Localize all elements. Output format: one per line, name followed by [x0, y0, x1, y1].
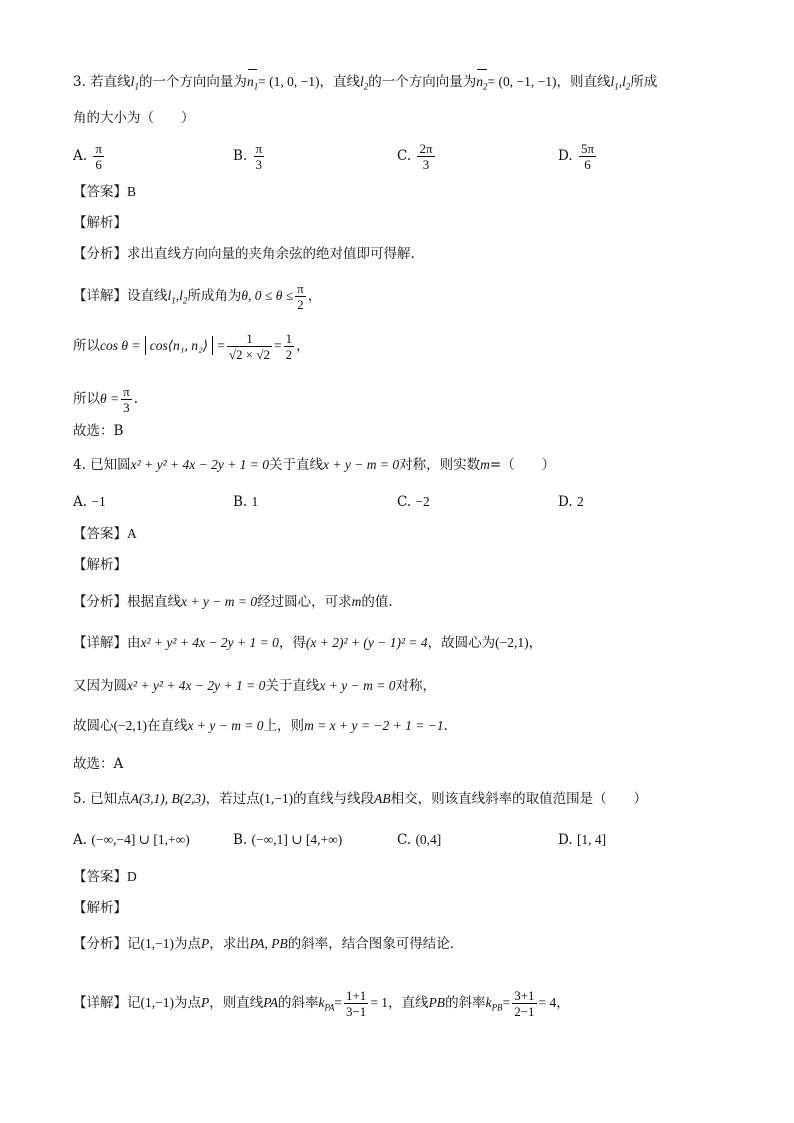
answer-tag: 【答案】 — [73, 184, 127, 200]
option-value: −2 — [415, 494, 430, 509]
option-label: D. — [558, 148, 573, 164]
text: 在直线 — [146, 718, 188, 734]
fraction-num: 1+1 — [345, 988, 367, 1003]
center: (−2,1) — [113, 718, 147, 733]
xiangjie-tag: 【详解】 — [73, 995, 127, 1011]
m-var: m — [480, 457, 490, 472]
option-label: A. — [73, 148, 88, 164]
text: 记 — [127, 995, 141, 1011]
q5-jiexi — [73, 898, 127, 918]
text: ， — [307, 288, 322, 304]
point-p: P — [200, 936, 210, 951]
q3-xiangjie-line1 — [73, 281, 321, 312]
result: = 4 — [538, 995, 557, 1010]
q3-n2-vector: $n_2$ — [476, 72, 487, 97]
option-fraction — [579, 141, 596, 172]
q5-stem — [73, 789, 647, 809]
fraction-den: 2 — [285, 347, 293, 362]
text: ，则直线 — [209, 995, 264, 1011]
answer-value: A — [127, 526, 137, 541]
fraction-num: 2π — [419, 141, 433, 156]
text: ，得 — [278, 635, 306, 651]
option-label: D. — [558, 832, 573, 848]
text: =（ ） — [489, 457, 556, 473]
q4-option-d — [558, 492, 584, 512]
text: ，求出 — [209, 936, 250, 952]
text: 的斜率 — [278, 995, 319, 1011]
fraction-den: 2−1 — [514, 1004, 535, 1019]
option-label: B. — [233, 832, 248, 848]
fraction-den: 2 — [297, 297, 304, 312]
q4-xiangjie-line1 — [73, 633, 542, 653]
center: (−2,1) — [495, 635, 529, 650]
text: . — [133, 391, 138, 407]
k-pb — [485, 995, 503, 1013]
option-label: A. — [73, 832, 88, 848]
fraction-den: √2 × √2 — [228, 347, 270, 362]
q3-jiexi — [73, 213, 127, 233]
option-label: C. — [397, 832, 412, 848]
k-pa — [318, 995, 335, 1013]
circle-eq: x² + y² + 4x − 2y + 1 = 0 — [130, 457, 270, 472]
q3-stem-text: 的一个方向向量为 — [368, 74, 477, 90]
xiangjie-tag: 【详解】 — [73, 288, 127, 304]
circle-eq: x² + y² + 4x − 2y + 1 = 0 — [140, 635, 279, 650]
text: ，故圆心为 — [427, 635, 496, 651]
fraction-num: π — [297, 281, 304, 296]
text: 的值. — [361, 594, 393, 610]
answer-tag: 【答案】 — [73, 869, 127, 885]
pa-pb: PA, PB — [249, 936, 288, 951]
option-value: (−∞,−4] ∪ [1,+∞) — [91, 832, 190, 847]
fraction-num: 5π — [580, 141, 595, 156]
q3-xiangjie-line2: 所以cos θ = cos⟨n₁, n₂⟩ = $\frac{1}{√2 \times √2}$ = $\frac{1}{2}$ ， — [73, 331, 310, 362]
k-sub: PA — [324, 1002, 335, 1013]
q5-answer — [73, 867, 137, 887]
q3-answer — [73, 182, 136, 202]
option-value: −1 — [91, 494, 106, 509]
abs-cos-vectors: cos⟨n₁, n₂⟩ — [145, 336, 213, 355]
option-value: 2 — [576, 494, 584, 509]
k: k — [318, 995, 325, 1010]
fraction-num: 1 — [227, 331, 272, 347]
line-eq: x + y − m = 0 — [187, 718, 264, 733]
fraction-num: 3+1 — [514, 988, 535, 1003]
q3-l1l2: $l_1,l_2$ — [610, 74, 631, 92]
fraction — [512, 988, 536, 1019]
text: 的直线与线段 — [293, 791, 375, 807]
points: A(3,1), B(2,3) — [130, 791, 206, 806]
text: 为点 — [173, 936, 201, 952]
l1l2: $l_1,l_2$ — [167, 288, 188, 306]
option-fraction — [93, 141, 104, 172]
text: 为点 — [173, 995, 201, 1011]
fraction-num: π — [123, 384, 130, 399]
option-label: B. — [233, 148, 248, 164]
option-fraction — [417, 141, 434, 172]
fraction-den: 3 — [255, 157, 263, 172]
circle-eq: x² + y² + 4x − 2y + 1 = 0 — [127, 678, 266, 693]
circle-std-eq: (x + 2)² + (y − 1)² = 4 — [305, 635, 428, 650]
q4-jiexi — [73, 555, 127, 575]
q3-fenxi — [73, 244, 415, 264]
q3-stem-text: 的一个方向向量为 — [138, 74, 247, 90]
q3-stem-line1 — [73, 72, 657, 97]
text: 所成角为 — [187, 288, 242, 304]
option-value: [1, 4] — [576, 832, 607, 847]
q4-xiangjie-line3 — [73, 716, 448, 736]
q3-choose: 故选：B — [73, 423, 124, 439]
option-label: C. — [397, 494, 412, 510]
fraction-den: 6 — [95, 157, 102, 172]
q3-stem-line2: 角的大小为（ ） — [73, 110, 195, 126]
fraction-num: π — [255, 141, 263, 156]
q3-n2-value: = (0, −1, −1) — [487, 74, 557, 89]
point: (1,−1) — [140, 995, 174, 1010]
text: 关于直线 — [269, 457, 324, 473]
k: k — [485, 995, 492, 1010]
line-eq: x + y − m = 0 — [323, 457, 400, 472]
fraction-den: 3 — [422, 157, 430, 172]
q3-stem-text: ，直线 — [319, 74, 361, 90]
fraction — [284, 331, 295, 362]
fraction-den: 3 — [123, 400, 130, 415]
text: 所以 — [73, 338, 100, 354]
q3-n1-value: = (1, 0, −1) — [258, 74, 320, 89]
q4-answer — [73, 524, 137, 544]
fraction — [295, 281, 306, 312]
q3-stem-text: ，则直线 — [556, 74, 611, 90]
q5-option-d — [558, 830, 606, 850]
jiexi-tag: 【解析】 — [73, 557, 127, 573]
answer-tag: 【答案】 — [73, 526, 127, 542]
fraction-num: π — [95, 141, 102, 156]
text: 对称， — [395, 678, 436, 694]
q4-fenxi — [73, 592, 393, 612]
line-eq: x + y − m = 0 — [181, 594, 258, 609]
text: 关于直线 — [265, 678, 320, 694]
option-fraction — [254, 141, 265, 172]
text: ， — [296, 338, 310, 354]
xiangjie-tag: 【详解】 — [73, 635, 127, 651]
k-sub: PB — [491, 1002, 503, 1013]
q3-l1: $l_1$ — [130, 74, 139, 92]
text: 相交，则该直线斜率的取值范围是（ ） — [390, 791, 648, 807]
q4-stem — [73, 455, 555, 475]
option-label: A. — [73, 494, 88, 510]
text: 的斜率 — [445, 995, 486, 1011]
text: 记 — [127, 936, 141, 952]
option-label: B. — [233, 494, 248, 510]
q3-option-b — [233, 141, 266, 172]
theta-range: θ, 0 ≤ θ ≤ — [241, 288, 294, 303]
text: ，直线 — [388, 995, 429, 1011]
line-pb: PB — [428, 995, 446, 1010]
q3-n1-vector: $n_1$ — [247, 72, 258, 97]
q4-option-a — [73, 492, 106, 512]
fraction — [227, 331, 272, 362]
q3-option-a — [73, 141, 106, 172]
line-eq: x + y − m = 0 — [319, 678, 396, 693]
text: 的斜率，结合图象可得结论． — [287, 936, 464, 952]
fraction — [344, 988, 368, 1019]
text: ，若过点 — [205, 791, 260, 807]
q5-option-a — [73, 830, 190, 850]
q3-stem-text: 所成 — [630, 74, 658, 90]
point: (1,−1) — [259, 791, 294, 806]
fraction-den: 6 — [584, 157, 591, 172]
q3-option-c — [397, 141, 437, 172]
q3-option-d — [558, 141, 598, 172]
text: ， — [528, 635, 543, 651]
q3-stem-text: 3. 若直线 — [73, 74, 131, 90]
m-var: m — [351, 594, 362, 609]
q5-option-c — [397, 830, 441, 850]
result: = 1 — [370, 995, 389, 1010]
q5-xiangjie-line1: 【详解】记(1,−1)为点P，则直线PA的斜率$k_{PA}=$ $\frac{1+1}{3-1}$ = 1，直线PB的斜率$k_{PB}=$ $\frac{3+1}{2-1}$ = 4， — [73, 988, 570, 1019]
point: (1,−1) — [140, 936, 174, 951]
option-label: C. — [397, 148, 412, 164]
text: 4. 已知圆 — [73, 457, 131, 473]
q3-l2: $l_2$ — [360, 74, 369, 92]
q3-xiangjie-line3 — [73, 384, 138, 415]
line-pa: PA — [263, 995, 278, 1010]
fenxi-text: 求出直线方向向量的夹角余弦的绝对值即可得解. — [127, 246, 415, 262]
fenxi-tag: 【分析】 — [73, 936, 127, 952]
calc: m = x + y = −2 + 1 = −1 — [304, 718, 444, 733]
option-value: (−∞,1] ∪ [4,+∞) — [251, 832, 343, 847]
answer-value: D — [127, 869, 137, 884]
q4-option-c — [397, 492, 430, 512]
fraction-den: 3−1 — [345, 1004, 367, 1019]
option-value: 1 — [251, 494, 259, 509]
q4-choose: 故选：A — [73, 756, 124, 772]
text: 所以 — [73, 391, 100, 407]
theta-eq: θ = — [100, 391, 120, 406]
option-value: (0,4] — [415, 832, 442, 847]
q4-xiangjie-line2 — [73, 676, 436, 696]
cos-theta: cos θ = — [100, 338, 141, 353]
q5-option-b — [233, 830, 342, 850]
option-label: D. — [558, 494, 573, 510]
answer-value: B — [127, 184, 137, 199]
q5-fenxi — [73, 934, 463, 954]
text: 故圆心 — [73, 718, 114, 734]
text: 对称，则实数 — [399, 457, 481, 473]
text: 又因为圆 — [73, 678, 127, 694]
text: 根据直线 — [127, 594, 181, 610]
point-p: P — [200, 995, 210, 1010]
text: 设直线 — [127, 288, 168, 304]
q4-option-b — [233, 492, 258, 512]
fenxi-tag: 【分析】 — [73, 594, 127, 610]
text: ， — [556, 995, 570, 1011]
jiexi-tag: 【解析】 — [73, 900, 127, 916]
text: 由 — [127, 635, 141, 651]
fraction — [121, 384, 132, 415]
jiexi-tag: 【解析】 — [73, 215, 127, 231]
text: . — [443, 718, 448, 734]
fenxi-tag: 【分析】 — [73, 246, 127, 262]
text: 上，则 — [263, 718, 305, 734]
text: 经过圆心，可求 — [257, 594, 352, 610]
segment-ab: AB — [374, 791, 391, 806]
fraction-num: 1 — [285, 331, 293, 346]
text: 5. 已知点 — [73, 791, 131, 807]
